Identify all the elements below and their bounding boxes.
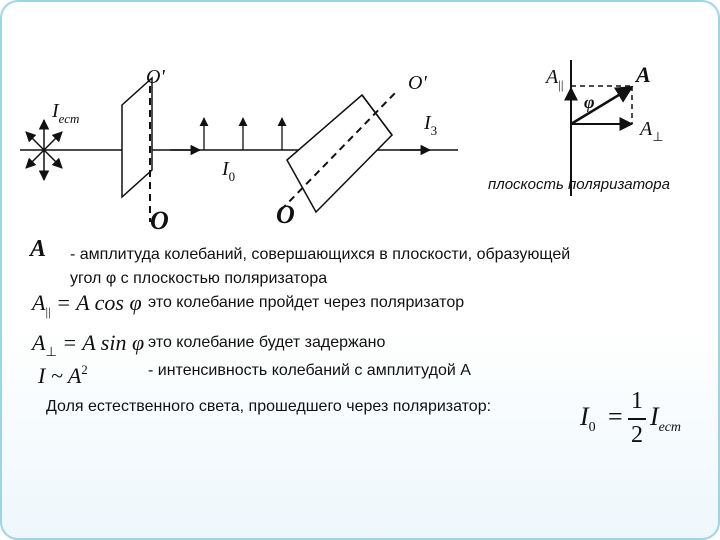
formula-intensity: I ~ $A^2$ [38, 362, 88, 388]
label-a-vector: A [636, 62, 651, 87]
label-a-perp: $A_\perp$ [640, 118, 664, 144]
label-i-3: $I_3$ [424, 112, 438, 138]
a-vector [571, 87, 632, 124]
polarizer-plate [122, 78, 152, 197]
text-line-5: - интенсивность колебаний с амплитудой А [148, 362, 471, 379]
formula-a-perp: $A_\perp = A$ sin φ [32, 330, 145, 359]
label-a-parallel: $A_{||}$ [546, 66, 564, 92]
a-symbol: A [30, 236, 47, 262]
text-line-6: Доля естественного света, прошедшего через поляризатор: [46, 398, 492, 415]
label-i-est: $I_{ест}$ [52, 100, 80, 126]
text-line-2: угол φ с плоскостью поляризатора [70, 270, 328, 287]
label-o-prime-2: O' [408, 72, 427, 94]
formula-half-intensity: $I_0$ = 1 2 $I_{ест}$ [580, 388, 682, 448]
label-o-2: O [276, 200, 295, 229]
text-line-3: это колебание пройдет через поляризатор [148, 294, 465, 311]
label-phi: φ [584, 92, 595, 112]
text-line-4: это колебание будет задержано [148, 334, 386, 351]
label-i-0: $I_0$ [222, 158, 236, 184]
label-o-1: O [150, 206, 169, 235]
formula-a-parallel: $A_{||} = A$ cos φ [32, 290, 142, 319]
label-o-prime-1: O' [146, 66, 165, 88]
polarized-vectors [204, 118, 282, 150]
plane-caption: плоскость поляризатора [488, 176, 670, 193]
text-line-1: - амплитуда колебаний, совершающихся в плоскости, образующей [70, 246, 571, 263]
